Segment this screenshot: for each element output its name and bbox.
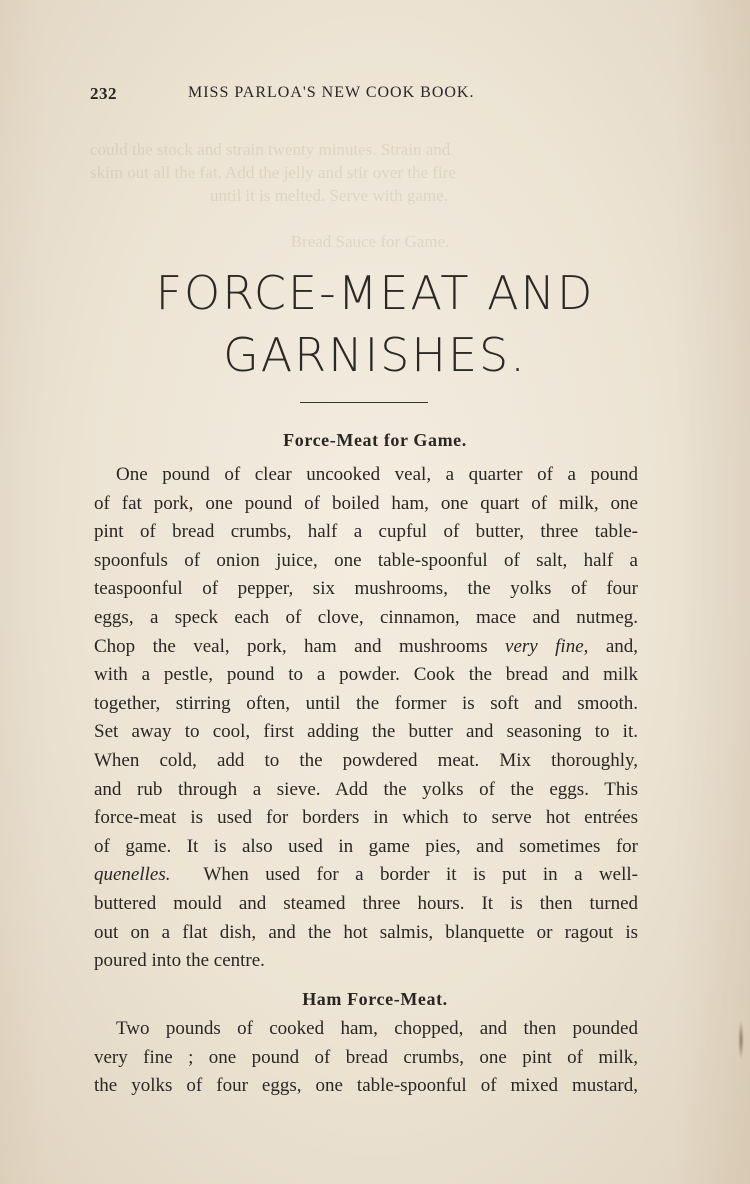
page-number: 232 bbox=[90, 84, 117, 103]
body-line: spoonfuls of onion juice, one table-spoonful of salt, half a bbox=[94, 549, 638, 571]
body-line bbox=[94, 861, 638, 890]
recipe-body bbox=[94, 461, 638, 976]
body-line: very fine ; one pound of bread crumbs, one pint of milk, bbox=[94, 1046, 638, 1068]
body-line: When cold, add to the powdered meat. Mix thoroughly, bbox=[94, 749, 638, 771]
recipe-heading: Force-Meat for Game. bbox=[283, 430, 467, 450]
body-line: the yolks of four eggs, one table-spoonful of mixed mustard, bbox=[94, 1075, 638, 1097]
title-divider bbox=[300, 402, 428, 403]
body-line-text: When used for a border it is put in a well- bbox=[203, 864, 638, 886]
show-through-line: until it is melted. Serve with game. bbox=[210, 186, 448, 205]
body-line: eggs, a speck each of clove, cinnamon, mace and nutmeg. bbox=[94, 606, 638, 628]
body-line-text: , and, bbox=[583, 635, 638, 657]
body-line: Two pounds of cooked ham, chopped, and then pounded bbox=[116, 1018, 638, 1039]
body-line: pint of bread crumbs, half a cupful of butter, three table- bbox=[94, 521, 638, 543]
body-line: buttered mould and steamed three hours. It is then turned bbox=[94, 892, 638, 914]
body-line bbox=[94, 633, 638, 662]
recipe-heading: Ham Force-Meat. bbox=[302, 989, 448, 1009]
recipe-body bbox=[94, 1015, 638, 1101]
running-header bbox=[90, 84, 650, 108]
italic-text: very fine bbox=[505, 635, 584, 657]
show-through-line: could the stock and strain twenty minutes. Strain and bbox=[90, 140, 451, 159]
body-line: Set away to cool, first adding the butter and seasoning to it. bbox=[94, 721, 638, 743]
show-through-text bbox=[90, 138, 650, 207]
body-line-text: Chop the veal, pork, ham and mushrooms bbox=[94, 635, 506, 657]
show-through-heading: Bread Sauce for Game. bbox=[290, 232, 450, 251]
page-edge-stain bbox=[738, 1020, 744, 1060]
show-through-line: skim out all the fat. Add the jelly and stir over the fire bbox=[90, 163, 456, 182]
body-line: teaspoonful of pepper, six mushrooms, the yolks of four bbox=[94, 578, 638, 600]
body-line: with a pestle, pound to a powder. Cook the bread and milk bbox=[94, 664, 638, 686]
chapter-title bbox=[60, 262, 690, 386]
body-line: out on a flat dish, and the hot salmis, blanquette or ragout is bbox=[94, 921, 638, 943]
body-line: of game. It is also used in game pies, and sometimes for bbox=[94, 835, 638, 857]
body-line: and rub through a sieve. Add the yolks of the eggs. This bbox=[94, 778, 638, 800]
body-line: One pound of clear uncooked veal, a quarter of a pound bbox=[116, 464, 638, 485]
chapter-title-line: GARNISHES. bbox=[223, 328, 527, 382]
italic-text: quenelles. bbox=[94, 864, 171, 886]
body-line: of fat pork, one pound of boiled ham, one quart of milk, one bbox=[94, 492, 638, 514]
body-line: force-meat is used for borders in which to serve hot entrées bbox=[94, 807, 638, 829]
chapter-title-line: FORCE-MEAT AND bbox=[155, 266, 595, 320]
body-line: poured into the centre. bbox=[94, 950, 265, 972]
body-line: together, stirring often, until the former is soft and smooth. bbox=[94, 692, 638, 714]
running-title: MISS PARLOA'S NEW COOK BOOK. bbox=[188, 84, 475, 101]
